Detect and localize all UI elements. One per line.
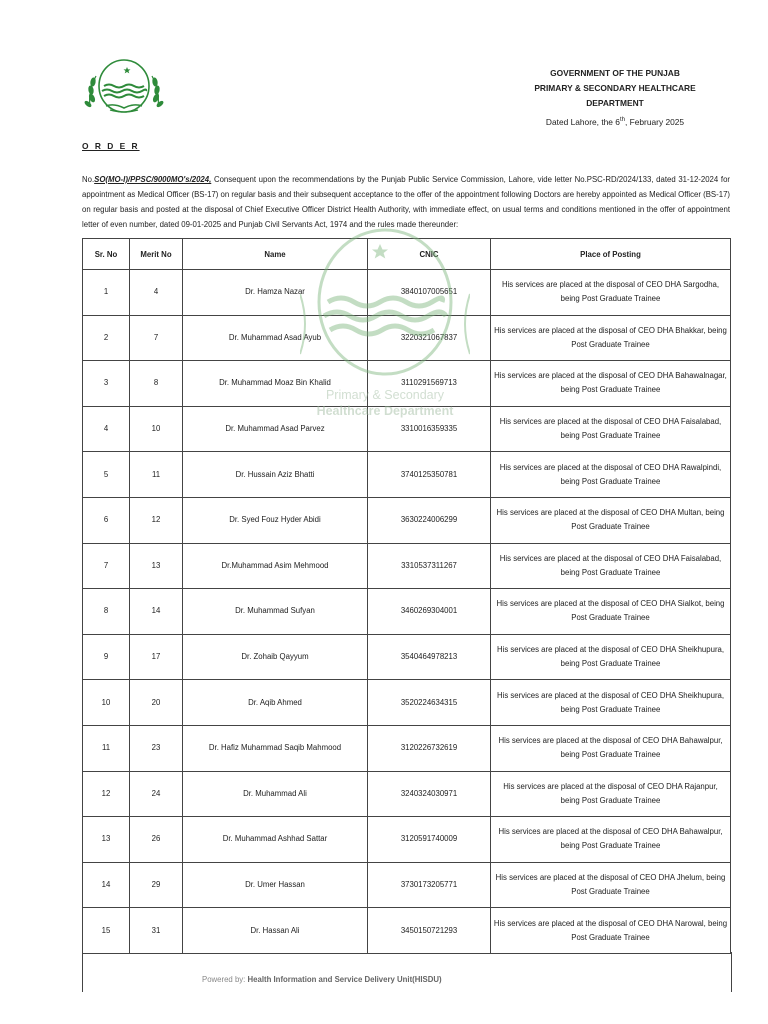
cell-name: Dr. Hassan Ali bbox=[183, 908, 368, 954]
cell-place-of-posting: His services are placed at the disposal of CEO DHA Sialkot, being Post Graduate Trainee bbox=[491, 589, 731, 635]
cell-place-of-posting: His services are placed at the disposal of CEO DHA Sargodha, being Post Graduate Trainee bbox=[491, 270, 731, 316]
order-title: O R D E R bbox=[82, 141, 140, 151]
cell-merit-no: 23 bbox=[130, 725, 183, 771]
header-merit-no: Merit No bbox=[130, 239, 183, 270]
table-row bbox=[83, 497, 731, 543]
cell-merit-no: 31 bbox=[130, 908, 183, 954]
footer-unit-name: Health Information and Service Delivery Unit(HISDU) bbox=[247, 975, 442, 984]
cell-cnic: 3460269304001 bbox=[368, 589, 491, 635]
cell-merit-no: 13 bbox=[130, 543, 183, 589]
cell-cnic: 3310537311267 bbox=[368, 543, 491, 589]
cell-place-of-posting: His services are placed at the disposal of CEO DHA Faisalabad, being Post Graduate Trainee bbox=[491, 543, 731, 589]
cell-cnic: 3630224006299 bbox=[368, 497, 491, 543]
table-row bbox=[83, 634, 731, 680]
table-footer-box bbox=[82, 952, 732, 992]
cell-name: Dr.Muhammad Asim Mehmood bbox=[183, 543, 368, 589]
table-row bbox=[83, 862, 731, 908]
cell-merit-no: 14 bbox=[130, 589, 183, 635]
cell-place-of-posting: His services are placed at the disposal of CEO DHA Multan, being Post Graduate Trainee bbox=[491, 497, 731, 543]
cell-sr-no: 2 bbox=[83, 315, 130, 361]
date-suffix: , February 2025 bbox=[624, 116, 685, 127]
cell-sr-no: 13 bbox=[83, 817, 130, 863]
cell-place-of-posting: His services are placed at the disposal of CEO DHA Bahawalnagar, being Post Graduate Trainee bbox=[491, 361, 731, 407]
cell-cnic: 3120591740009 bbox=[368, 817, 491, 863]
cell-name: Dr. Syed Fouz Hyder Abidi bbox=[183, 497, 368, 543]
cell-place-of-posting: His services are placed at the disposal of CEO DHA Sheikhupura, being Post Graduate Trainee bbox=[491, 680, 731, 726]
cell-merit-no: 11 bbox=[130, 452, 183, 498]
cell-name: Dr. Zohaib Qayyum bbox=[183, 634, 368, 680]
cell-place-of-posting: His services are placed at the disposal of CEO DHA Bhakkar, being Post Graduate Trainee bbox=[491, 315, 731, 361]
table-row bbox=[83, 817, 731, 863]
cell-name: Dr. Muhammad Ali bbox=[183, 771, 368, 817]
cell-place-of-posting: His services are placed at the disposal of CEO DHA Rajanpur, being Post Graduate Trainee bbox=[491, 771, 731, 817]
cell-sr-no: 5 bbox=[83, 452, 130, 498]
cell-name: Dr. Muhammad Sufyan bbox=[183, 589, 368, 635]
cell-cnic: 3730173205771 bbox=[368, 862, 491, 908]
table-row bbox=[83, 680, 731, 726]
cell-cnic: 3240324030971 bbox=[368, 771, 491, 817]
table-row bbox=[83, 908, 731, 954]
cell-place-of-posting: His services are placed at the disposal of CEO DHA Faisalabad, being Post Graduate Trainee bbox=[491, 406, 731, 452]
header-department-line: PRIMARY & SECONDARY HEALTHCARE bbox=[534, 83, 696, 93]
date-prefix: Dated Lahore, the 6 bbox=[545, 116, 620, 127]
punjab-emblem-logo bbox=[80, 56, 168, 128]
cell-cnic: 3450150721293 bbox=[368, 908, 491, 954]
appointments-table bbox=[82, 238, 731, 954]
table-row bbox=[83, 589, 731, 635]
order-intro-paragraph bbox=[82, 172, 730, 232]
cell-sr-no: 4 bbox=[83, 406, 130, 452]
cell-place-of-posting: His services are placed at the disposal of CEO DHA Rawalpindi, being Post Graduate Trainee bbox=[491, 452, 731, 498]
table-row bbox=[83, 406, 731, 452]
department-header bbox=[500, 66, 730, 130]
cell-merit-no: 12 bbox=[130, 497, 183, 543]
cell-sr-no: 10 bbox=[83, 680, 130, 726]
header-cnic: CNIC bbox=[368, 239, 491, 270]
date-sup: th bbox=[619, 117, 625, 123]
cell-cnic: 3840107005651 bbox=[368, 270, 491, 316]
cell-place-of-posting: His services are placed at the disposal of CEO DHA Bahawalpur, being Post Graduate Trainee bbox=[491, 817, 731, 863]
header-department-line-2: DEPARTMENT bbox=[586, 98, 644, 108]
header-place-of-posting: Place of Posting bbox=[491, 239, 731, 270]
table-row bbox=[83, 452, 731, 498]
cell-sr-no: 8 bbox=[83, 589, 130, 635]
table-row bbox=[83, 543, 731, 589]
cell-sr-no: 7 bbox=[83, 543, 130, 589]
cell-name: Dr. Hafiz Muhammad Saqib Mahmood bbox=[183, 725, 368, 771]
cell-merit-no: 7 bbox=[130, 315, 183, 361]
cell-place-of-posting: His services are placed at the disposal of CEO DHA Jhelum, being Post Graduate Trainee bbox=[491, 862, 731, 908]
watermark-line-1: Primary & Secondary bbox=[325, 388, 445, 402]
header-date bbox=[500, 113, 730, 130]
order-reference-number: SO(MO-I)/PPSC/9000MO's/2024, bbox=[94, 175, 212, 184]
header-government: GOVERNMENT OF THE PUNJAB bbox=[550, 68, 680, 78]
table-header-row bbox=[83, 239, 731, 270]
watermark-line-2: Healthcare Department bbox=[316, 404, 454, 418]
cell-place-of-posting: His services are placed at the disposal of CEO DHA Bahawalpur, being Post Graduate Trainee bbox=[491, 725, 731, 771]
cell-name: Dr. Umer Hassan bbox=[183, 862, 368, 908]
cell-name: Dr. Aqib Ahmed bbox=[183, 680, 368, 726]
intro-body: Consequent upon the recommendations by the Punjab Public Service Commission, Lahore, vide letter No.PSC-RD/2024/133, dated 31-12-2024 for appointment as Medical Officer (BS-17) on regular basis and their subsequent acceptance to the offer of the appointment following Doctors are hereby appointed as Medical Officer (BS-17) on regular basis and posted at the disposal of Chief Executive Officer District Health Authority, with immediate effect, on usual terms and conditions mentioned in the offer of appointment letter of even number, dated 09-01-2025 and Punjab Civil Servants Act, 1974 and the rules made thereunder: bbox=[82, 175, 730, 229]
cell-name: Dr. Muhammad Asad Parvez bbox=[183, 406, 368, 452]
cell-sr-no: 15 bbox=[83, 908, 130, 954]
cell-merit-no: 24 bbox=[130, 771, 183, 817]
cell-cnic: 3120226732619 bbox=[368, 725, 491, 771]
cell-merit-no: 10 bbox=[130, 406, 183, 452]
footer-prefix: Powered by: bbox=[202, 975, 248, 984]
table-row bbox=[83, 771, 731, 817]
cell-name: Dr. Hamza Nazar bbox=[183, 270, 368, 316]
cell-name: Dr. Muhammad Asad Ayub bbox=[183, 315, 368, 361]
intro-prefix: No. bbox=[82, 175, 95, 184]
cell-cnic: 3310016359335 bbox=[368, 406, 491, 452]
cell-merit-no: 4 bbox=[130, 270, 183, 316]
cell-merit-no: 29 bbox=[130, 862, 183, 908]
cell-name: Dr. Muhammad Ashhad Sattar bbox=[183, 817, 368, 863]
cell-merit-no: 20 bbox=[130, 680, 183, 726]
cell-cnic: 3520224634315 bbox=[368, 680, 491, 726]
header-name: Name bbox=[183, 239, 368, 270]
cell-sr-no: 12 bbox=[83, 771, 130, 817]
cell-sr-no: 14 bbox=[83, 862, 130, 908]
cell-sr-no: 11 bbox=[83, 725, 130, 771]
cell-cnic: 3220321067837 bbox=[368, 315, 491, 361]
header-sr-no: Sr. No bbox=[83, 239, 130, 270]
cell-sr-no: 3 bbox=[83, 361, 130, 407]
cell-merit-no: 17 bbox=[130, 634, 183, 680]
cell-sr-no: 1 bbox=[83, 270, 130, 316]
cell-name: Dr. Hussain Aziz Bhatti bbox=[183, 452, 368, 498]
cell-place-of-posting: His services are placed at the disposal of CEO DHA Narowal, being Post Graduate Trainee bbox=[491, 908, 731, 954]
table-row bbox=[83, 315, 731, 361]
cell-cnic: 3740125350781 bbox=[368, 452, 491, 498]
table-row bbox=[83, 270, 731, 316]
cell-sr-no: 6 bbox=[83, 497, 130, 543]
cell-place-of-posting: His services are placed at the disposal of CEO DHA Sheikhupura, being Post Graduate Trainee bbox=[491, 634, 731, 680]
cell-name: Dr. Muhammad Moaz Bin Khalid bbox=[183, 361, 368, 407]
cell-sr-no: 9 bbox=[83, 634, 130, 680]
table-row bbox=[83, 725, 731, 771]
powered-by-footer bbox=[202, 975, 442, 984]
cell-cnic: 3540464978213 bbox=[368, 634, 491, 680]
table-row bbox=[83, 361, 731, 407]
cell-merit-no: 8 bbox=[130, 361, 183, 407]
cell-merit-no: 26 bbox=[130, 817, 183, 863]
cell-cnic: 3110291569713 bbox=[368, 361, 491, 407]
